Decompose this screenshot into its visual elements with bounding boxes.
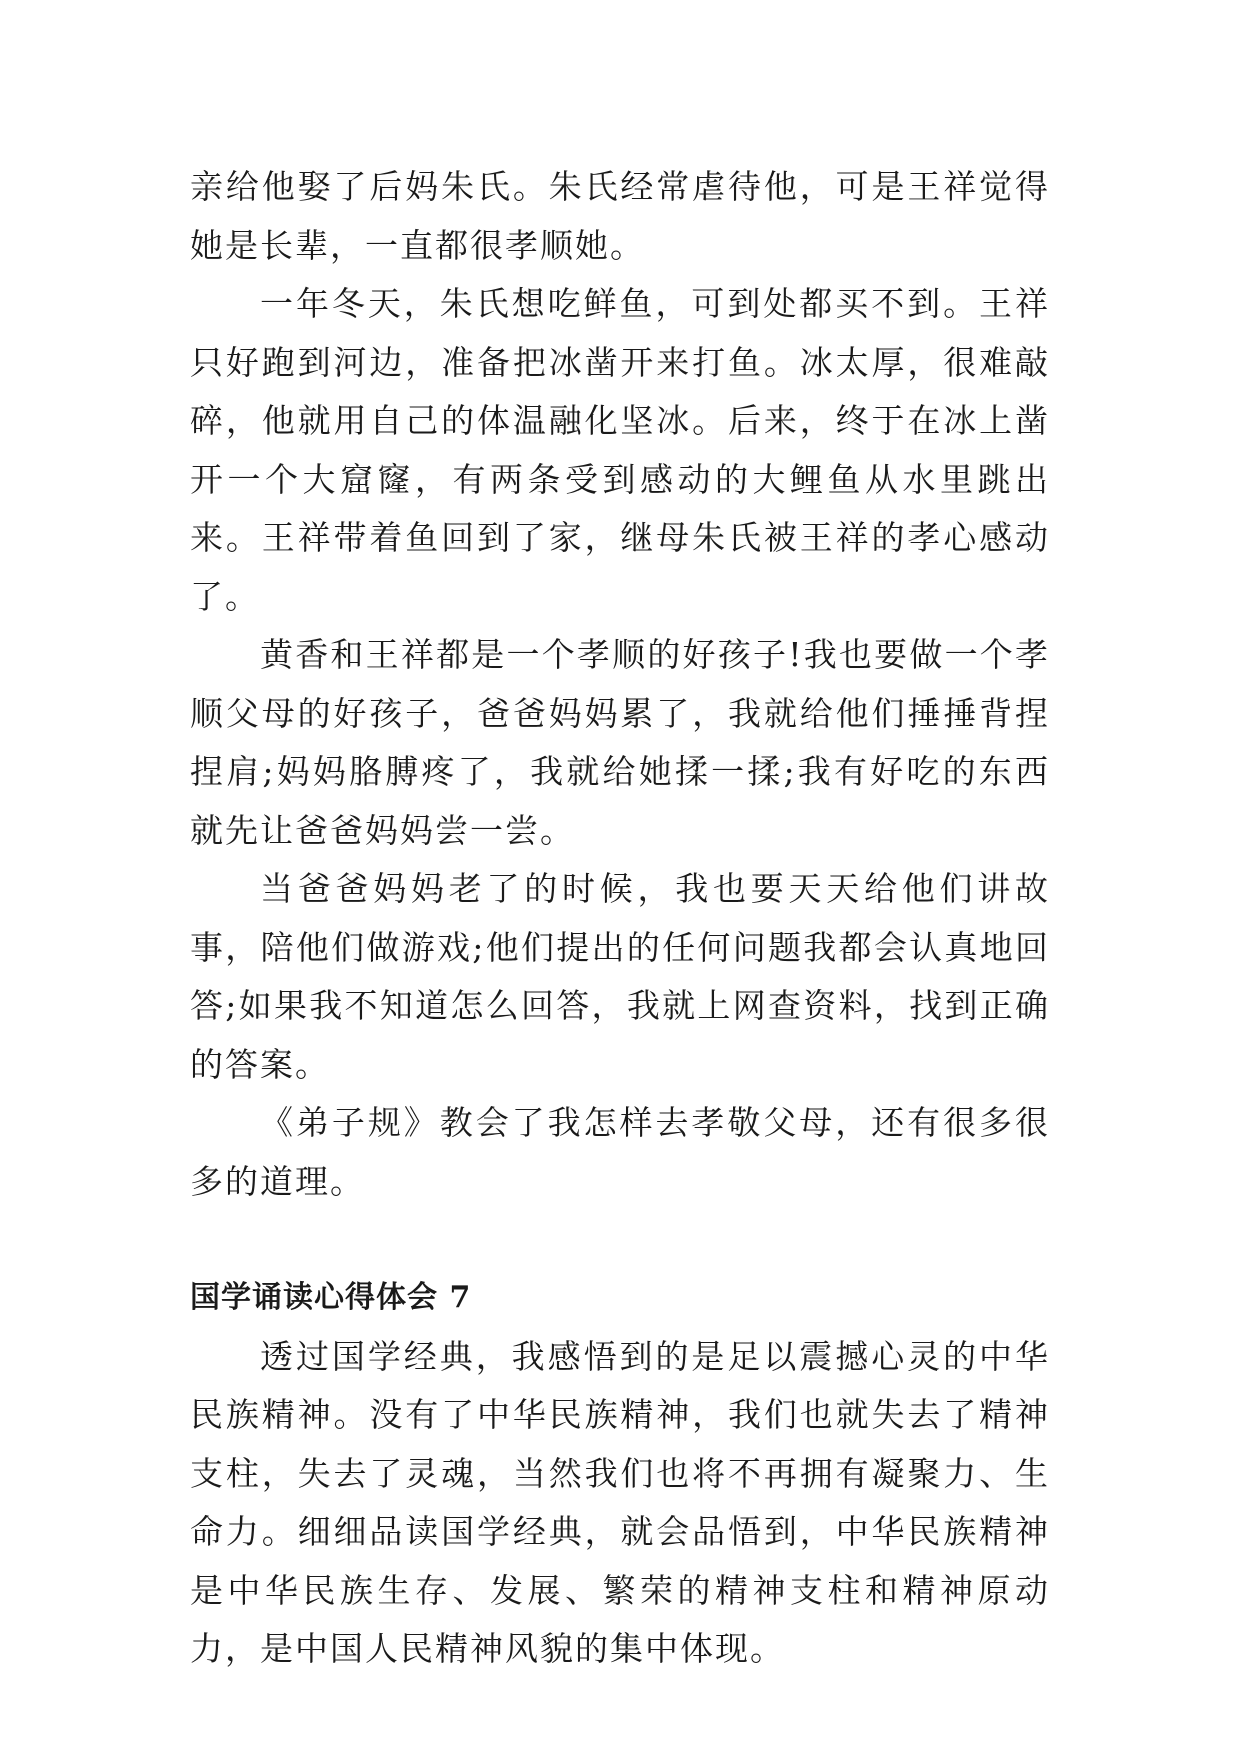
paragraph-1: 亲给他娶了后妈朱氏。朱氏经常虐待他，可是王祥觉得她是长辈，一直都很孝顺她。 (190, 167, 1050, 265)
paragraph-4: 当爸爸妈妈老了的时候，我也要天天给他们讲故事，陪他们做游戏;他们提出的任何问题我都会认真地回答;如果我不知道怎么回答，我就上网查资料，找到正确的答案。 (190, 869, 1050, 1084)
paragraph-6: 透过国学经典，我感悟到的是足以震撼心灵的中华民族精神。没有了中华民族精神，我们也就失去了精神支柱，失去了灵魂，当然我们也将不再拥有凝聚力、生命力。细细品读国学经典，就会品悟到，中华民族精神是中华民族生存、发展、繁荣的精神支柱和精神原动力，是中国人民精神风貌的集中体现。 (190, 1336, 1050, 1668)
paragraph-2: 一年冬天，朱氏想吃鲜鱼，可到处都买不到。王祥只好跑到河边，准备把冰凿开来打鱼。冰太厚，很难敲碎，他就用自己的体温融化坚冰。后来，终于在冰上凿开一个大窟窿，有两条受到感动的大鲤鱼从水里跳出来。王祥带着鱼回到了家，继母朱氏被王祥的孝心感动了。 (190, 284, 1050, 616)
paragraph-5: 《弟子规》教会了我怎样去孝敬父母，还有很多很多的道理。 (190, 1103, 1050, 1201)
paragraph-3: 黄香和王祥都是一个孝顺的好孩子!我也要做一个孝顺父母的好孩子，爸爸妈妈累了，我就给他们捶捶背捏捏肩;妈妈胳膊疼了，我就给她揉一揉;我有好吃的东西就先让爸爸妈妈尝一尝。 (190, 635, 1050, 850)
document-body (190, 158, 1050, 1679)
section-heading: 国学诵读心得体会 7 (190, 1280, 472, 1315)
